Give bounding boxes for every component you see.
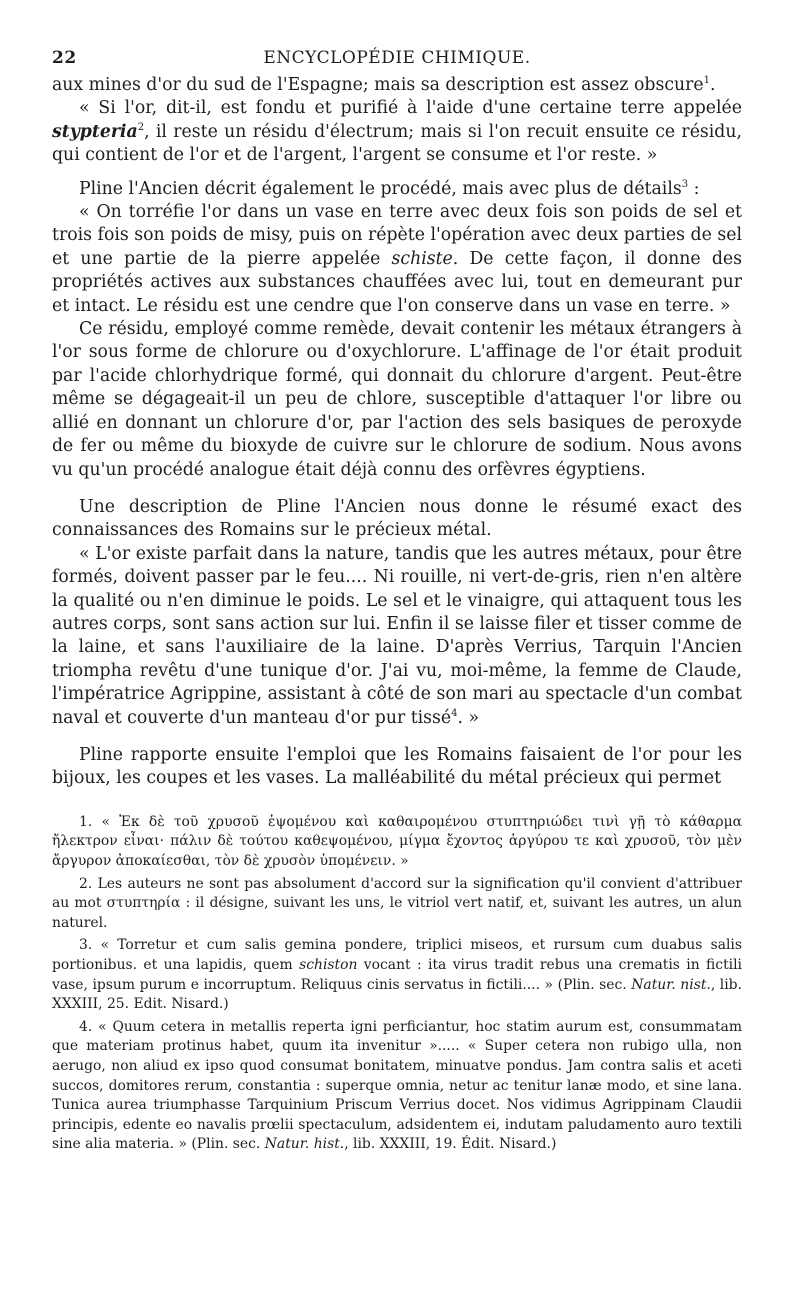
paragraph-text: « Si l'or, dit-il, est fondu et purifié à l'aide d'une certaine terre appelée [79,98,742,119]
paragraph-text: . De cette façon, il donne des propriétés actives aux substances chauffées avec lui, tout en demeurant pur et intact. Le résidu est une cendre que l'on conserve dans un vase en terre. » [52,248,742,316]
paragraph-text: aux mines d'or du sud de l'Espagne; mais sa description est assez obscure [52,75,704,95]
paragraph-text: Pline l'Ancien décrit également le procédé, mais avec plus de détails [79,178,682,199]
main-text [52,74,742,791]
footnote-ref: 2 [137,122,145,134]
paragraph-text: « On torréfie l'or dans un vase en terre avec deux fois son poids de sel et trois fois son poids de misy, puis on répète l'opération avec deux parties de sel et une partie de la pierre appelée [52,202,742,269]
footnote-number: 4. [79,1018,93,1035]
quotation [52,543,742,730]
footnote-text: Les auteurs ne sont pas absolument d'accord sur la signification qu'il convient d'attribuer au mot στυπτηρία : il désigne, suivant les uns, le vitriol vert natif, et, suivant les autres, un alun naturel. [52,875,742,931]
footnote [52,875,742,934]
footnote-ref: 3 [681,178,689,190]
work-title: Natur. hist. [264,1136,345,1153]
paragraph-text: « L'or existe parfait dans la nature, tandis que les autres métaux, pour être formés, doivent passer par le feu.... Ni rouille, ni vert-de-gris, rien n'en altère la qualité ou n'en diminue le poids. Le sel et le vinaigre, qui attaquent tous les autres corps, sont sans action sur lui. Enfin il se laisse filer et tisser comme de la laine, et sans l'auxiliaire de la laine. D'après Verrius, Tarquin l'Ancien triompha revêtu d'une tunique d'or. J'ai vu, moi-même, la femme de Claude, l'impératrice Agrippine, assistant à côté de son mari au spectacle d'un combat naval et couverte d'un manteau d'or pur tissé [52,543,742,728]
paragraph [52,74,742,97]
footnote-text: vocant : ita virus tradit rebus una crematis in fictili vase, ipsum purum e incorruptum. Reliquus cinis servatus in fictili.... » (Plin. sec. [52,956,742,993]
quotation [52,201,742,318]
quotation [52,97,742,167]
footnote [52,1018,742,1155]
footnote-text: « Torretur et cum salis gemina pondere, triplici miseos, et rursum cum duabus salis portionibus. et una lapidis, quem [52,937,743,973]
footnote-number: 3. [79,937,93,954]
footnote-number: 1. [79,813,93,830]
footnote-text: , lib. XXXIII, 25. Edit. Nisard.) [52,976,742,1013]
footnotes [52,813,742,1155]
running-title: ENCYCLOPÉDIE CHIMIQUE. [263,48,531,68]
running-header [52,48,742,74]
paragraph-text: . » [457,707,480,728]
paragraph: Pline rapporte ensuite l'emploi que les Romains faisaient de l'or pour les bijoux, les coupes et les vases. La malléabilité du métal précieux qui permet [52,744,742,789]
page-number: 22 [52,48,77,68]
paragraph-text: , il reste un résidu d'électrum; mais si l'on recuit ensuite ce résidu, qui contient de l'or et de l'argent, l'argent se consume et l'or reste. » [52,121,742,166]
term-italic: schiste [391,248,453,269]
work-title: Natur. nist. [631,976,711,993]
footnote-text: « Ἐκ δὲ τοῦ χρυσοῦ ἑψομένου καὶ καθαιρομένου στυπτηριώδει τινὶ γῇ τὸ κάθαρμα ἤλεκτρον εἶναι· πάλιν δὲ τούτου καθεψομένου, μίγμα ἔχοντος ἀργύρου τε καὶ χρυσοῦ, τὸν μὲν ἄργυρον ἀποκαίεσθαι, τὸν δὲ χρυσὸν ὑπομένειν. » [52,813,742,869]
paragraph-text: . [710,75,716,95]
footnote-text: , lib. XXXIII, 19. Édit. Nisard.) [344,1136,557,1153]
footnote-ref: 4 [451,707,458,719]
paragraph [52,178,742,201]
footnote [52,936,742,1014]
term-italic: schiston [299,956,358,973]
term-italic: stypteria [52,121,138,142]
footnote-ref: 1 [703,75,710,87]
paragraph-text: : [688,178,700,199]
footnote-number: 2. [79,875,93,892]
book-page [52,48,742,1288]
paragraph: Ce résidu, employé comme remède, devait contenir les métaux étrangers à l'or sous forme de chlorure ou d'oxychlorure. L'affinage de l'or était produit par l'acide chlorhydrique formé, qui donnait du chlorure d'argent. Peut-être même se dégageait-il un peu de chlore, susceptible d'attaquer l'or libre ou allié en donnant un chlorure d'or, par l'action des sels basiques de peroxyde de fer ou même du bioxyde de cuivre sur le chlorure de sodium. Nous avons vu qu'un procédé analogue était déjà connu des orfèvres égyptiens. [52,319,742,480]
footnote-text: « Quum cetera in metallis reperta igni perficiantur, hoc statim aurum est, consummatam que materiam protinus habet, quum ita invenitur »..... « Super cetera non rubigo ulla, non aerugo, non aliud ex ipso quod consumat bonitatem, minuatve pondus. Jam contra salis et aceti succos, domitores rerum, constantia : superque omnia, netur ac tenitur lanæ modo, et sine lana. Tunica aurea triumphasse Tarquinium Priscum Verrius docet. Nos vidimus Agrippinam Claudii principis, edente eo navalis prœlii spectaculum, adsidentem ei, indutam paludamento auro textili sine alia materia. » (Plin. sec. [52,1018,743,1153]
paragraph: Une description de Pline l'Ancien nous donne le résumé exact des connaissances des Romains sur le précieux métal. [52,496,742,541]
footnote [52,813,742,872]
